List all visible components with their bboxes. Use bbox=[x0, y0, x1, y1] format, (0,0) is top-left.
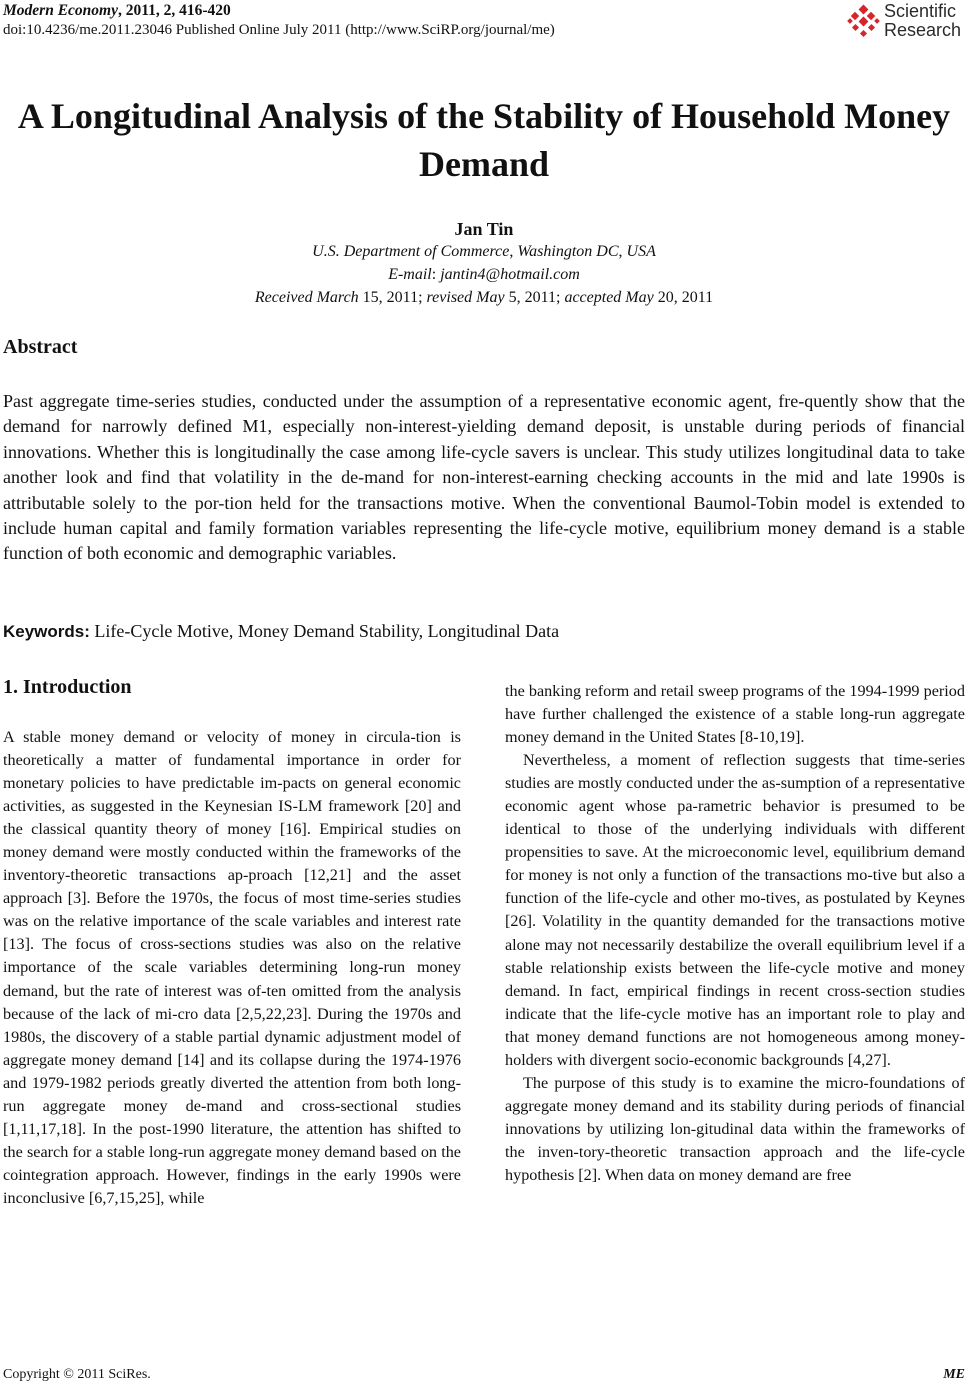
journal-volume-pages: , 2011, 2, 416-420 bbox=[117, 2, 231, 19]
journal-citation bbox=[3, 1, 231, 20]
keywords-label: Keywords: bbox=[3, 622, 90, 641]
intro-paragraph-2: Nevertheless, a moment of reflection suggests that time-series studies are mostly conducted under the as-sumption of a representative economic agent whose pa-rametric behavior is presumed to be identical to those of the underlying individuals with different propensities to save. At the microeconomic level, equilibrium demand for money is not only a function of the transactions mo-tive but also a function of the life-cycle and other mo-tives, as postulated by Keynes [26]. Volatility in the quantity demanded for the transactions motive alone may not necessarily destabilize the overall equilibrium level if a stable relationship exists between the life-cycle motive and money demand. In fact, empirical findings in recent cross-section studies indicate that the life-cycle motive has an important role to play and that money demand functions are not homogeneous among money-holders with divergent socio-economic backgrounds [4,27]. bbox=[505, 751, 965, 1069]
logo-wordmark bbox=[884, 2, 961, 40]
keywords-text: Life-Cycle Motive, Money Demand Stability, Longitudinal Data bbox=[89, 621, 560, 641]
paper-title: A Longitudinal Analysis of the Stability of Household Money Demand bbox=[17, 96, 951, 184]
scientific-research-logo-icon bbox=[846, 4, 882, 40]
affiliation-city: Washington DC bbox=[517, 243, 619, 260]
section-heading-introduction: 1. Introduction bbox=[3, 676, 132, 698]
affiliation-separator: , bbox=[618, 243, 627, 260]
journal-name: Modern Economy bbox=[3, 2, 118, 19]
intro-paragraph-3: The purpose of this study is to examine the micro-foundations of aggregate money demand and its stability during periods of financial innovations by utilizing lon-gitudinal data within the frameworks of the inven-tory-theoretic transaction approach and the life-cycle hypothesis [2]. When data on money demand are free bbox=[505, 1073, 965, 1184]
received-date: 15, 2011; bbox=[358, 289, 427, 306]
abstract-text: Past aggregate time-series studies, conducted under the assumption of a representative economic agent, fre-quently show that the demand for narrowly defined M1, especially non-interest-yielding demand deposit, is unstable during periods of financial innovations. Whether this is longitudinally the case among life-cycle savers is unclear. This study utilizes longitudinal data to take another look and find that volatility in the de-mand for non-interest-earning checking accounts in the mid and late 1990s is attributable solely to the por-tion held for the transactions motive. When the conventional Baumol-Tobin model is extended to include human capital and family formation variables representing the life-cycle motive, equilibrium money demand is a stable function of both economic and demographic variables. bbox=[3, 391, 965, 564]
left-column bbox=[3, 726, 461, 1210]
intro-paragraph-continued: the banking reform and retail sweep programs of the 1994-1999 period have further challenged the existence of a stable long-run aggregate money demand in the United States [8-10,19]. bbox=[505, 682, 965, 747]
doi-line: doi:10.4236/me.2011.23046 Published Online July 2011 (http://www.SciRP.org/journal/me) bbox=[3, 22, 555, 38]
right-column bbox=[505, 680, 965, 1187]
logo-line2: Research bbox=[884, 20, 962, 40]
logo-line1: Scientific bbox=[884, 1, 957, 21]
affiliation bbox=[0, 241, 968, 263]
publisher-logo bbox=[846, 2, 966, 42]
accepted-date: 20, 2011 bbox=[653, 289, 714, 306]
accepted-label: accepted May bbox=[564, 289, 654, 306]
affiliation-country: USA bbox=[626, 243, 656, 260]
revised-label: revised May bbox=[426, 289, 505, 306]
affiliation-org: U.S. Department of Commerce bbox=[312, 243, 510, 260]
keywords-line bbox=[3, 619, 559, 644]
email-address[interactable]: jantin4@hotmail.com bbox=[440, 266, 580, 283]
email-separator: : bbox=[431, 266, 441, 283]
email-line bbox=[0, 264, 968, 286]
dates-line bbox=[0, 287, 968, 309]
affiliation-separator: , bbox=[509, 243, 518, 260]
footer-copyright: Copyright © 2011 SciRes. bbox=[3, 1367, 151, 1382]
abstract-heading: Abstract bbox=[3, 336, 78, 358]
footer-journal-abbrev: ME bbox=[943, 1367, 965, 1382]
email-label: E-mail bbox=[388, 266, 432, 283]
author-name: Jan Tin bbox=[454, 219, 514, 239]
revised-date: 5, 2011; bbox=[504, 289, 565, 306]
intro-paragraph-1: A stable money demand or velocity of money in circula-tion is theoretically a matter of fundamental importance in order for monetary policies to have predictable im-pacts on general economic activities, as suggested in the Keynesian IS-LM framework [20] and the classical quantity theory of money [16]. Empirical studies on money demand were mostly conducted within the frameworks of the inventory-theoretic transactions ap-proach [12,21] and the asset approach [3]. Before the 1970s, the focus of most time-series studies was on the relative importance of the scale variables and interest rate [13]. The focus of cross-sections studies was also on the relative importance of the scale variables determining long-run money demand, but the rate of interest was of-ten omitted from the analysis because of the lack of mi-cro data [2,5,22,23]. During the 1970s and 1980s, the discovery of a stable partial dynamic adjustment model of aggregate money demand [14] and its collapse during the 1974-1976 and 1979-1982 periods greatly diverted the attention from both long-run aggregate money de-mand and cross-sectional studies [1,11,17,18]. In the post-1990 literature, the attention has shifted to the search for a stable long-run aggregate money demand based on the cointegration approach. However, findings in the early 1990s were inconclusive [6,7,15,25], while bbox=[3, 728, 461, 1207]
received-label: Received March bbox=[254, 289, 359, 306]
